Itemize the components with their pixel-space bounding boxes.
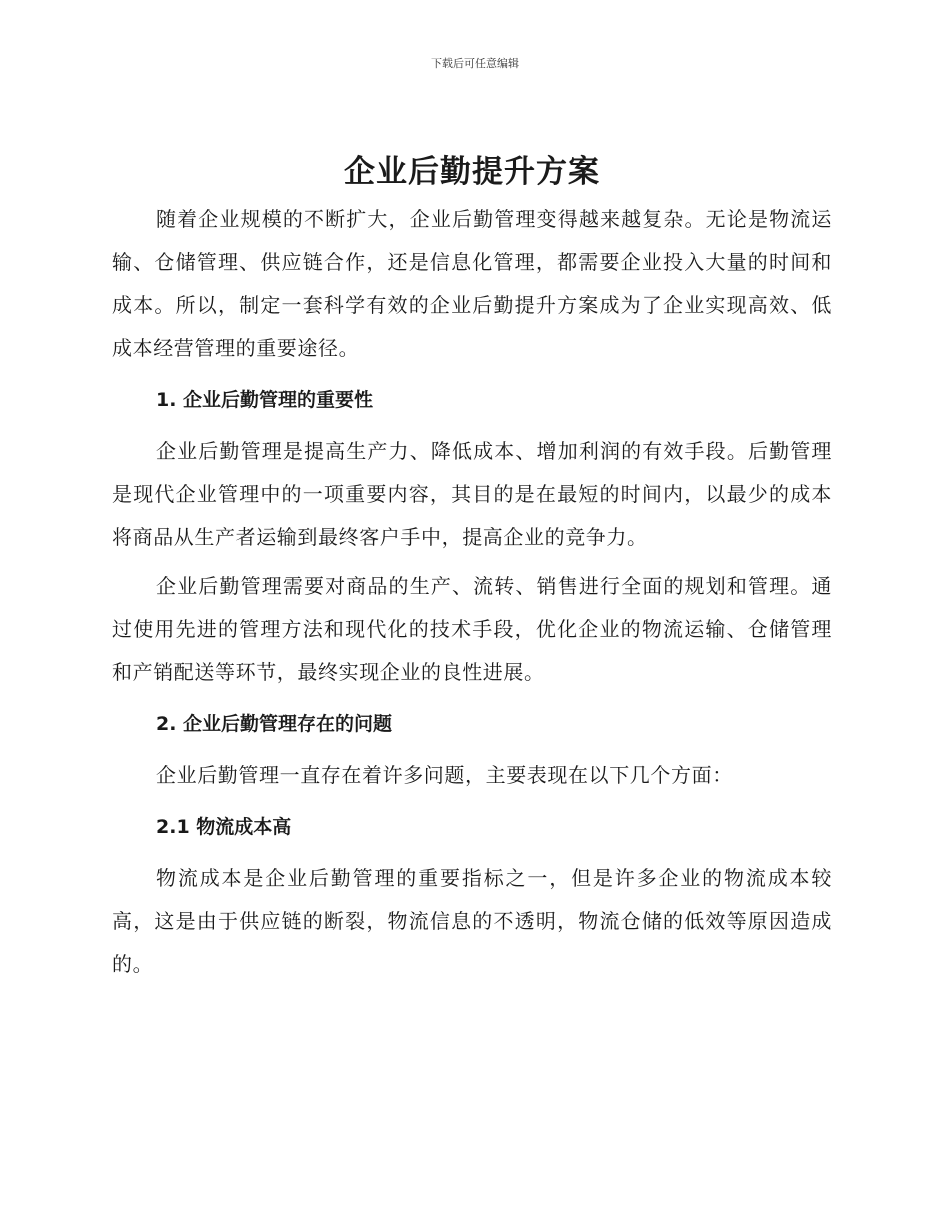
paragraph-importance-2: 企业后勤管理需要对商品的生产、流转、销售进行全面的规划和管理。通过使用先进的管理方法和现代化的技术手段，优化企业的物流运输、仓储管理和产销配送等环节，最终实现企业的良性进展。: [112, 574, 832, 684]
subsection-heading-2-1: 2.1 物流成本高: [156, 816, 292, 838]
section-heading-2: 2. 企业后勤管理存在的问题: [156, 713, 393, 735]
header-note: 下载后可任意编辑: [431, 57, 519, 70]
paragraph-importance-1: 企业后勤管理是提高生产力、降低成本、增加利润的有效手段。后勤管理是现代企业管理中的一项重要内容，其目的是在最短的时间内，以最少的成本将商品从生产者运输到最终客户手中，提高企业的竞争力。: [112, 439, 832, 549]
paragraph-logistics-cost: 物流成本是企业后勤管理的重要指标之一，但是许多企业的物流成本较高，这是由于供应链的断裂，物流信息的不透明，物流仓储的低效等原因造成的。: [112, 866, 832, 976]
section-heading-1: 1. 企业后勤管理的重要性: [156, 389, 374, 411]
paragraph-problems-intro: 企业后勤管理一直存在着许多问题，主要表现在以下几个方面：: [156, 763, 733, 787]
paragraph-intro: 随着企业规模的不断扩大，企业后勤管理变得越来越复杂。无论是物流运输、仓储管理、供应链合作，还是信息化管理，都需要企业投入大量的时间和成本。所以，制定一套科学有效的企业后勤提升方案成为了企业实现高效、低成本经营管理的重要途径。: [112, 207, 832, 360]
document-body: [112, 148, 832, 992]
document-title: 企业后勤提升方案: [344, 154, 600, 190]
